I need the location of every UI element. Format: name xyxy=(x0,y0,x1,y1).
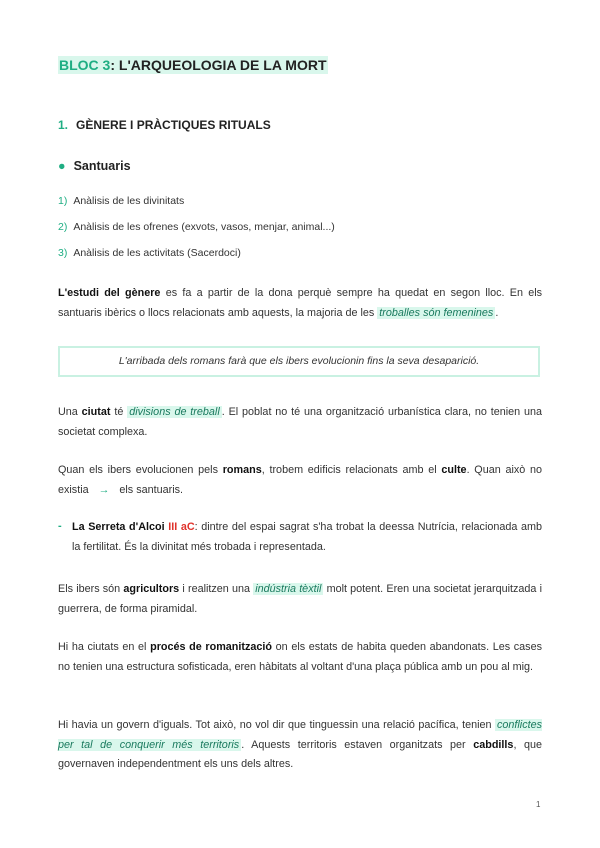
p7-highlight: conflictes per tal de conquerir més territoris xyxy=(58,719,542,751)
p2-text2: té xyxy=(110,406,128,418)
list-item xyxy=(58,195,184,207)
p7-text: Hi havia un govern d'iguals. Tot això, no vol dir que tinguessin una relació pacífica, tenien xyxy=(58,719,495,731)
list-item xyxy=(58,221,335,233)
p2-bold: ciutat xyxy=(81,406,111,418)
bullet-heading xyxy=(58,159,131,173)
p3-bold1: romans xyxy=(222,464,262,476)
list-text: Anàlisis de les divinitats xyxy=(73,195,185,207)
p3-bold2: culte xyxy=(441,464,467,476)
title-prefix: BLOC 3 xyxy=(59,57,111,73)
list-text: Anàlisis de les activitats (Sacerdoci) xyxy=(73,247,241,259)
p7-bold: cabdills xyxy=(473,738,514,751)
p3-text2: , trobem edificis relacionats amb el xyxy=(261,464,442,476)
p1-highlight: troballes són femenines xyxy=(379,306,494,319)
p7-text2: . Aquests territoris estaven organitzats per xyxy=(241,738,474,751)
arrow-right-icon: → xyxy=(98,483,110,496)
p6-bold: procés de romanització xyxy=(150,641,272,653)
paragraph-government xyxy=(58,716,542,775)
p4-bold: La Serreta d'Alcoi xyxy=(72,521,165,533)
list-number: 2) xyxy=(58,221,68,233)
p1-text: es fa a partir de la dona perquè sempre ha quedat en segon lloc. En els santuaris ibèrics o llocs relacionats amb aquests, la majoria de les xyxy=(58,287,542,319)
paragraph-gender-study xyxy=(58,284,542,323)
p2-highlight: divisions de treball xyxy=(129,406,220,418)
p3-text3: . Quan això no existia xyxy=(58,464,542,496)
list-number: 3) xyxy=(58,247,68,259)
p5-text3: molt potent. Eren una societat jerarquitzada i guerrera, de forma piramidal. xyxy=(58,583,542,615)
p5-bold: agricultors xyxy=(123,583,180,595)
section-label: GÈNERE I PRÀCTIQUES RITUALS xyxy=(76,118,271,132)
p2-text3: . El poblat no té una organització urbanística clara, no tenien una societat complexa. xyxy=(58,406,543,438)
paragraph-romans xyxy=(58,461,542,500)
p1-end: . xyxy=(495,306,499,319)
p5-text2: i realitzen una xyxy=(179,583,254,595)
dash-marker: - xyxy=(58,520,62,532)
page-title xyxy=(58,56,328,74)
p3-text: Quan els ibers evolucionen pels xyxy=(58,464,223,476)
p4-date: III aC xyxy=(168,521,195,533)
p7-text3: , que governaven independentment els uns dels altres. xyxy=(58,738,543,770)
p6-text2: on els estats de habita queden abandonats. Les cases no tenien una estructura sofisticada, eren hàbitats al voltant d'una plaça pública amb un pou al mig. xyxy=(58,641,542,673)
section-number: 1. xyxy=(58,118,69,132)
paragraph-serreta xyxy=(72,518,542,557)
paragraph-farmers xyxy=(58,580,542,619)
title-rest: : L'ARQUEOLOGIA DE LA MORT xyxy=(110,57,327,73)
p6-text: Hi ha ciutats en el xyxy=(58,641,151,653)
p5-text: Els ibers són xyxy=(58,583,124,595)
page-number: 1 xyxy=(536,800,541,809)
paragraph-romanization xyxy=(58,638,542,677)
p4-text: : dintre del espai sagrat s'ha trobat la deessa Nutrícia, relacionada amb la fertilitat. És la divinitat més trobada i representada. xyxy=(72,521,542,553)
list-number: 1) xyxy=(58,195,68,207)
list-item xyxy=(58,247,241,259)
quote-box: L'arribada dels romans farà que els ibers evolucionin fins la seva desaparició. xyxy=(58,346,540,377)
p5-highlight: indústria tèxtil xyxy=(255,583,322,595)
paragraph-city xyxy=(58,403,542,442)
p2-text: Una xyxy=(58,406,82,418)
bullet-dot-icon: ● xyxy=(58,159,66,173)
bullet-label: Santuaris xyxy=(73,159,131,173)
list-text: Anàlisis de les ofrenes (exvots, vasos, menjar, animal...) xyxy=(73,221,335,233)
section-heading xyxy=(58,118,271,132)
p1-bold: L'estudi del gènere xyxy=(58,287,161,299)
p3-text4: els santuaris. xyxy=(119,483,184,496)
